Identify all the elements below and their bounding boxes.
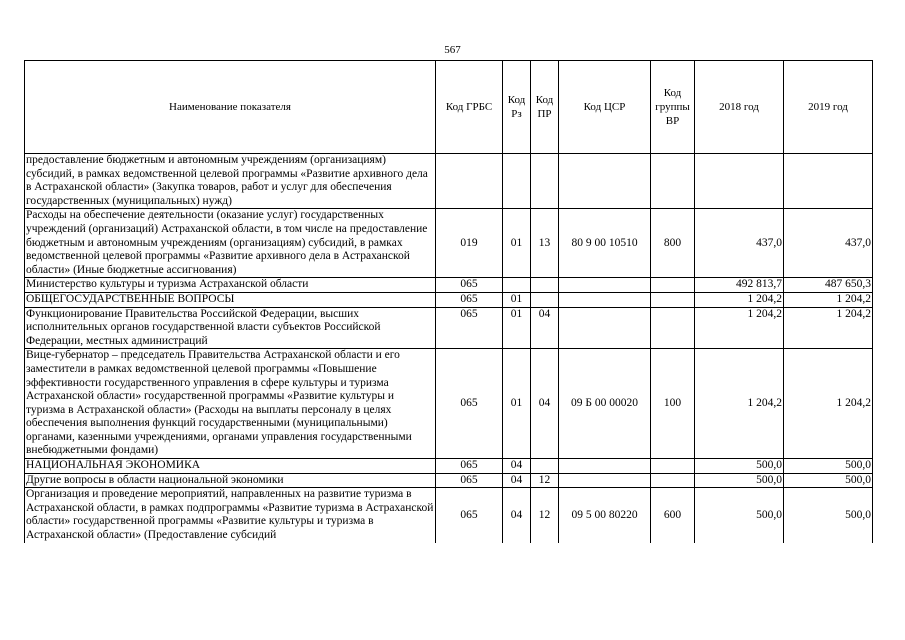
cell-pr: [531, 154, 559, 209]
cell-rz: 04: [503, 473, 531, 488]
cell-2018: 500,0: [695, 488, 784, 543]
cell-grbs: 065: [436, 473, 503, 488]
cell-grbs: 065: [436, 292, 503, 307]
cell-2018: 1 204,2: [695, 307, 784, 349]
table-row: [25, 349, 873, 459]
header-vr: Код группы ВР: [651, 61, 695, 154]
cell-2018: 1 204,2: [695, 349, 784, 459]
table-row: [25, 278, 873, 293]
header-rz: Код Рз: [503, 61, 531, 154]
cell-2018: 1 204,2: [695, 292, 784, 307]
table-header-row: [25, 61, 873, 154]
cell-csr: [559, 473, 651, 488]
cell-vr: [651, 459, 695, 474]
cell-grbs: 065: [436, 307, 503, 349]
cell-pr: 04: [531, 307, 559, 349]
cell-rz: 04: [503, 488, 531, 543]
cell-name: Вице-губернатор – председатель Правительства Астраханской области и его заместители в рамках ведомственной целевой программы «Повышение эффективности государственного управления в сфере культуры и туризма Астраханской области» государственной программы «Развитие культуры и туризма в Астраханской области» (Расходы на выплаты персоналу в целях обеспечения выполнения функций государственными (муниципальными) органами, казенными учреждениями, органами управления государственными внебюджетными фондами): [25, 349, 436, 459]
budget-table: [24, 60, 873, 543]
cell-2019: 1 204,2: [784, 292, 873, 307]
table-row: [25, 473, 873, 488]
cell-rz: [503, 154, 531, 209]
cell-2018: 500,0: [695, 459, 784, 474]
cell-name: Расходы на обеспечение деятельности (оказание услуг) государственных учреждений (организаций) Астраханской области, в том числе на предоставление бюджетным и автономным учреждениям (организациям) субсидий, в рамках ведомственной целевой программы «Развитие архивного дела в Астраханской области» (Иные бюджетные ассигнования): [25, 209, 436, 278]
cell-name: Другие вопросы в области национальной экономики: [25, 473, 436, 488]
page-number: 567: [444, 44, 461, 56]
cell-name: Функционирование Правительства Российской Федерации, высших исполнительных органов государственной власти субъектов Российской Федерации, местных администраций: [25, 307, 436, 349]
cell-csr: 09 Б 00 00020: [559, 349, 651, 459]
cell-2018: [695, 154, 784, 209]
cell-pr: [531, 459, 559, 474]
cell-name: Министерство культуры и туризма Астраханской области: [25, 278, 436, 293]
cell-pr: [531, 292, 559, 307]
table-row: [25, 292, 873, 307]
cell-grbs: 065: [436, 488, 503, 543]
cell-grbs: 065: [436, 349, 503, 459]
header-csr: Код ЦСР: [559, 61, 651, 154]
cell-2019: 500,0: [784, 473, 873, 488]
cell-vr: [651, 473, 695, 488]
cell-grbs: 019: [436, 209, 503, 278]
cell-csr: [559, 292, 651, 307]
cell-rz: [503, 278, 531, 293]
cell-2019: 1 204,2: [784, 307, 873, 349]
cell-2018: 500,0: [695, 473, 784, 488]
cell-rz: 01: [503, 209, 531, 278]
cell-name: ОБЩЕГОСУДАРСТВЕННЫЕ ВОПРОСЫ: [25, 292, 436, 307]
cell-name: НАЦИОНАЛЬНАЯ ЭКОНОМИКА: [25, 459, 436, 474]
table-row: [25, 488, 873, 543]
cell-rz: 01: [503, 292, 531, 307]
cell-vr: 600: [651, 488, 695, 543]
cell-2019: [784, 154, 873, 209]
cell-pr: [531, 278, 559, 293]
header-grbs: Код ГРБС: [436, 61, 503, 154]
cell-vr: 800: [651, 209, 695, 278]
cell-csr: 80 9 00 10510: [559, 209, 651, 278]
cell-pr: 12: [531, 473, 559, 488]
header-pr: Код ПР: [531, 61, 559, 154]
cell-csr: 09 5 00 80220: [559, 488, 651, 543]
cell-vr: 100: [651, 349, 695, 459]
cell-csr: [559, 154, 651, 209]
cell-2018: 492 813,7: [695, 278, 784, 293]
cell-2019: 437,0: [784, 209, 873, 278]
cell-vr: [651, 154, 695, 209]
header-2019: 2019 год: [784, 61, 873, 154]
cell-pr: 12: [531, 488, 559, 543]
cell-csr: [559, 459, 651, 474]
cell-name: Организация и проведение мероприятий, направленных на развитие туризма в Астраханской области, в рамках подпрограммы «Развитие туризма в Астраханской области» государственной программы «Развитие культуры и туризма в Астраханской области» (Предоставление субсидий: [25, 488, 436, 543]
table-row: [25, 209, 873, 278]
cell-2019: 487 650,3: [784, 278, 873, 293]
cell-rz: 01: [503, 307, 531, 349]
cell-pr: 04: [531, 349, 559, 459]
cell-vr: [651, 278, 695, 293]
cell-2019: 500,0: [784, 488, 873, 543]
cell-vr: [651, 292, 695, 307]
cell-rz: 01: [503, 349, 531, 459]
cell-vr: [651, 307, 695, 349]
cell-2019: 1 204,2: [784, 349, 873, 459]
table-row: [25, 459, 873, 474]
cell-rz: 04: [503, 459, 531, 474]
header-2018: 2018 год: [695, 61, 784, 154]
cell-grbs: 065: [436, 459, 503, 474]
cell-grbs: 065: [436, 278, 503, 293]
cell-grbs: [436, 154, 503, 209]
cell-pr: 13: [531, 209, 559, 278]
cell-csr: [559, 278, 651, 293]
table-row: [25, 307, 873, 349]
cell-name: предоставление бюджетным и автономным учреждениям (организациям) субсидий, в рамках ведомственной целевой программы «Развитие архивного дела в Астраханской области» (Закупка товаров, работ и услуг для обеспечения государственных (муниципальных) нужд): [25, 154, 436, 209]
cell-2019: 500,0: [784, 459, 873, 474]
cell-csr: [559, 307, 651, 349]
table-row: [25, 154, 873, 209]
cell-2018: 437,0: [695, 209, 784, 278]
header-name: Наименование показателя: [25, 61, 436, 154]
